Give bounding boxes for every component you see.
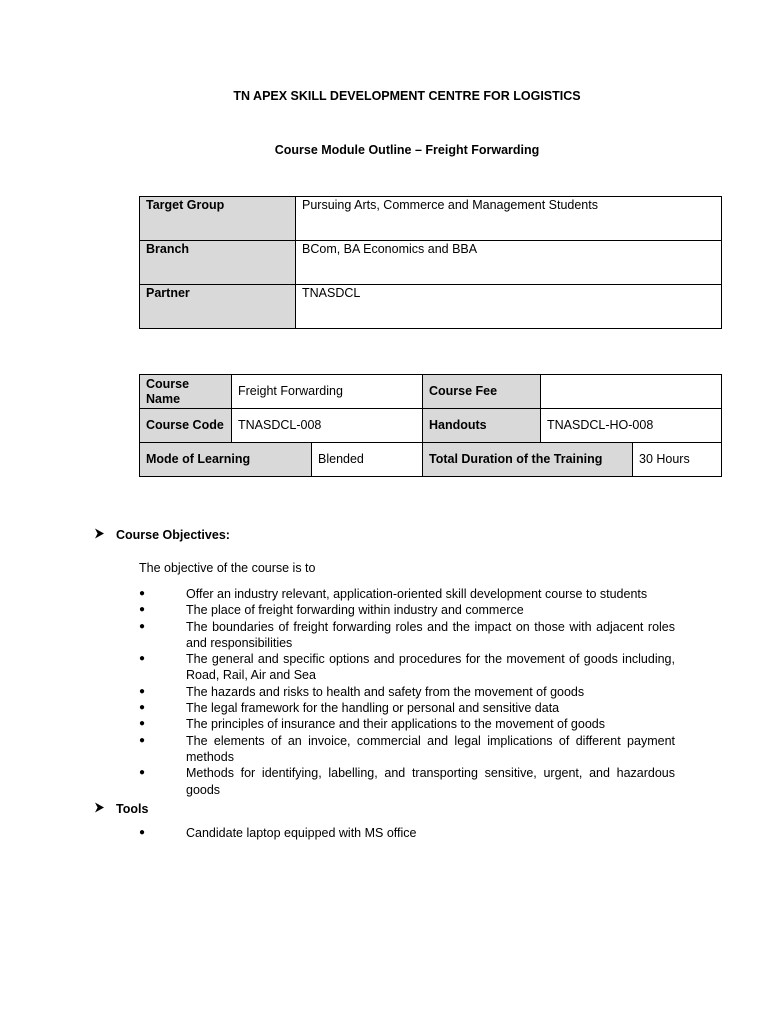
branch-label: Branch xyxy=(140,241,296,285)
total-duration-label: Total Duration of the Training xyxy=(423,443,633,477)
course-name-label: Course Name xyxy=(140,375,232,409)
course-code-value: TNASDCL-008 xyxy=(232,409,423,443)
list-item: ● The legal framework for the handling or personal and sensitive data xyxy=(139,701,560,716)
list-item: ● The elements of an invoice, commercial and legal implications of different payment methods xyxy=(139,733,675,764)
list-item: ● The principles of insurance and their applications to the movement of goods xyxy=(139,717,605,732)
bullet-icon: ● xyxy=(139,588,146,599)
table-row xyxy=(140,375,722,409)
course-objectives-heading-text: Course Objectives: xyxy=(116,528,230,542)
target-group-value: Pursuing Arts, Commerce and Management Students xyxy=(296,197,722,241)
target-group-label: Target Group xyxy=(140,197,296,241)
bullet-icon: ● xyxy=(139,827,146,838)
list-item: ● The hazards and risks to health and safety from the movement of goods xyxy=(139,684,585,699)
arrowhead-icon xyxy=(94,528,116,542)
bullet-icon: ● xyxy=(139,767,146,779)
course-objectives-heading xyxy=(94,528,230,542)
branch-value: BCom, BA Economics and BBA xyxy=(296,241,722,285)
list-item: ● Offer an industry relevant, application-oriented skill development course to students xyxy=(139,587,648,601)
objectives-list xyxy=(139,586,675,798)
list-item: ● The general and specific options and procedures for the movement of goods including, Road, Rail, Air and Sea xyxy=(139,652,675,683)
mode-of-learning-label: Mode of Learning xyxy=(140,443,312,477)
document-subtitle: Course Module Outline – Freight Forwarding xyxy=(274,143,540,157)
course-fee-label: Course Fee xyxy=(423,375,541,409)
tools-heading-text: Tools xyxy=(116,802,149,816)
table-row xyxy=(140,285,722,329)
bullet-icon: ● xyxy=(139,718,146,730)
total-duration-value: 30 Hours xyxy=(633,443,722,477)
bullet-icon: ● xyxy=(139,653,146,665)
arrowhead-icon xyxy=(94,802,116,816)
partner-value: TNASDCL xyxy=(296,285,722,329)
table-row xyxy=(140,197,722,241)
bullet-icon: ● xyxy=(139,702,146,714)
bullet-icon: ● xyxy=(139,734,146,746)
list-item: ● The boundaries of freight forwarding roles and the impact on those with adjacent roles and responsibilities xyxy=(139,619,675,650)
bullet-icon: ● xyxy=(139,604,146,616)
course-fee-value xyxy=(541,375,722,409)
list-item: ● Methods for identifying, labelling, and transporting sensitive, urgent, and hazardous goods xyxy=(139,766,675,797)
list-item: ● Candidate laptop equipped with MS office xyxy=(139,826,417,840)
course-table xyxy=(139,374,722,477)
table-row xyxy=(140,443,722,477)
tools-heading xyxy=(94,802,148,816)
bullet-icon: ● xyxy=(139,685,146,697)
list-item: ● The place of freight forwarding within industry and commerce xyxy=(139,603,524,618)
document-title: TN APEX SKILL DEVELOPMENT CENTRE FOR LOGISTICS xyxy=(233,89,581,103)
table-row xyxy=(140,241,722,285)
course-name-value: Freight Forwarding xyxy=(232,375,423,409)
bullet-icon: ● xyxy=(139,620,146,632)
mode-of-learning-value: Blended xyxy=(312,443,423,477)
objectives-intro: The objective of the course is to xyxy=(139,561,316,575)
table-row xyxy=(140,409,722,443)
handouts-label: Handouts xyxy=(423,409,541,443)
course-code-label: Course Code xyxy=(140,409,232,443)
info-table xyxy=(139,196,722,329)
handouts-value: TNASDCL-HO-008 xyxy=(541,409,722,443)
tools-list xyxy=(139,825,675,841)
partner-label: Partner xyxy=(140,285,296,329)
